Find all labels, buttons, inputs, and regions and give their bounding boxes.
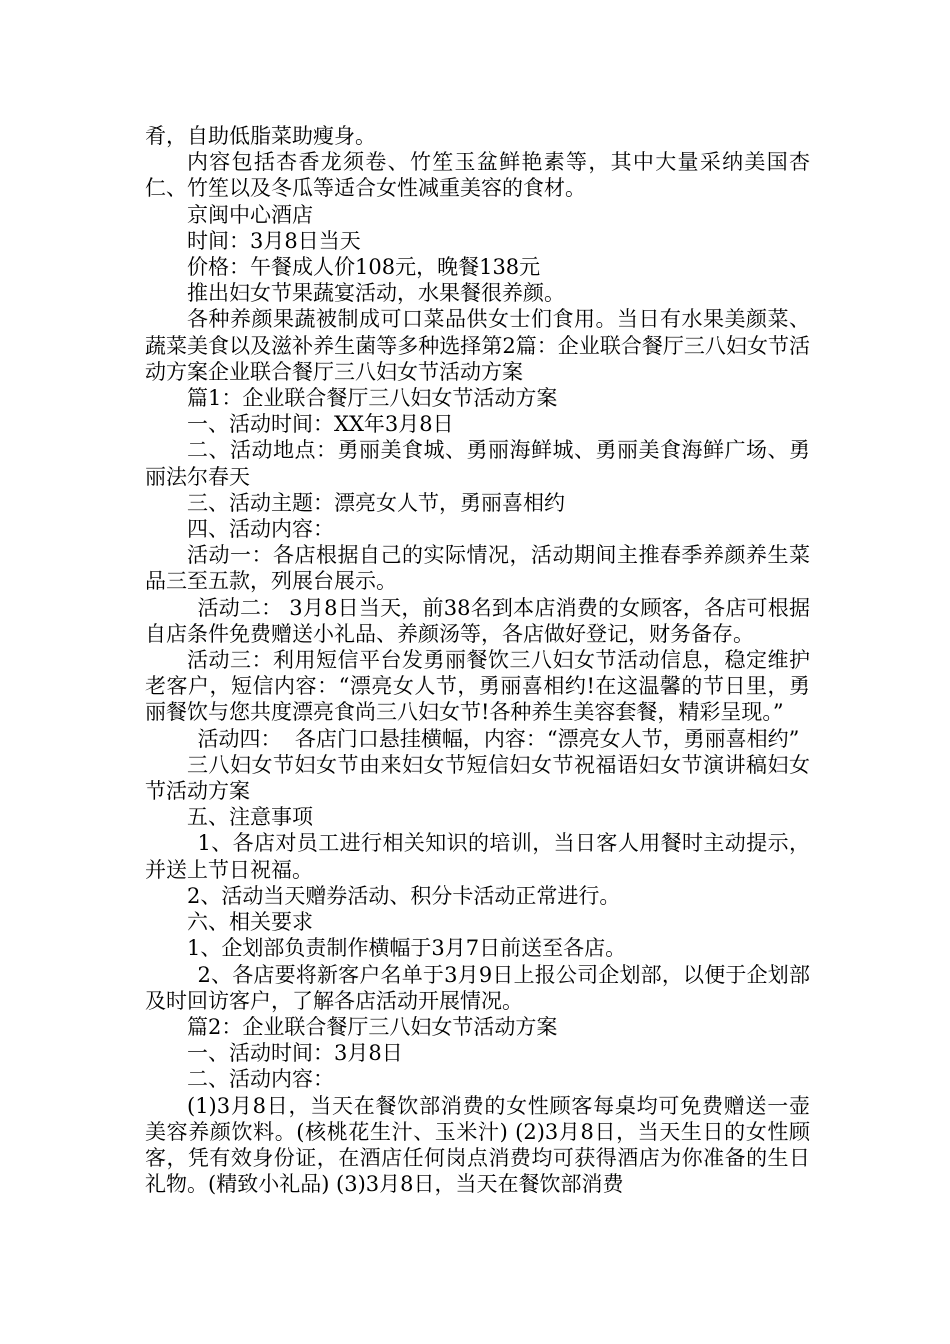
paragraph: 推出妇女节果蔬宴活动，水果餐很养颜。 xyxy=(187,281,565,306)
paragraph: 二、活动地点：勇丽美食城、勇丽海鲜城、勇丽美食海鲜广场、勇丽法尔春天 xyxy=(145,438,810,489)
paragraph: 价格：午餐成人价108元，晚餐138元 xyxy=(187,255,541,280)
paragraph: 五、注意事项 xyxy=(187,805,313,830)
paragraph: 1、企划部负责制作横幅于3月7日前送至各店。 xyxy=(187,936,627,961)
paragraph: 三、活动主题：漂亮女人节，勇丽喜相约 xyxy=(187,490,565,515)
section-heading: 篇1：企业联合餐厅三八妇女节活动方案 xyxy=(187,386,558,411)
section-heading: 篇2：企业联合餐厅三八妇女节活动方案 xyxy=(187,1014,558,1039)
paragraph: 2、各店要将新客户名单于3月9日上报公司企划部，以便于企划部及时回访客户，了解各店活动开展情况。 xyxy=(145,962,810,1013)
paragraph: 四、活动内容： xyxy=(187,517,334,542)
paragraph: (1)3月8日，当天在餐饮部消费的女性顾客每桌均可免费赠送一壶美容养颜饮料。(核桃花生汁、玉米汁) (2)3月8日，当天生日的女性顾客，凭有效身份证，在酒店任何岗点消费均可获得酒店为你准备的生日礼物。(精致小礼品) (3)3月8日，当天在餐饮部消费 xyxy=(145,1093,810,1197)
paragraph: 活动三：利用短信平台发勇丽餐饮三八妇女节活动信息，稳定维护老客户，短信内容：“漂亮女人节，勇丽喜相约!在这温馨的节日里，勇丽餐饮与您共度漂亮食尚三八妇女节!各种养生美容套餐，精彩呈现。” xyxy=(145,648,810,725)
hotel-name: 京闽中心酒店 xyxy=(187,202,313,227)
paragraph: 一、活动时间：3月8日 xyxy=(187,1041,403,1066)
paragraph: 六、相关要求 xyxy=(187,910,313,935)
paragraph-continuation: 肴，自助低脂菜助瘦身。 xyxy=(145,124,376,148)
paragraph: 2、活动当天赠券活动、积分卡活动正常进行。 xyxy=(187,883,621,908)
paragraph: 内容包括杏香龙须卷、竹笙玉盆鲜艳素等，其中大量采纳美国杏仁、竹笙以及冬瓜等适合女性减重美容的食材。 xyxy=(145,150,810,201)
document-body xyxy=(145,123,810,1197)
paragraph: 活动二： 3月8日当天，前38名到本店消费的女顾客，各店可根据自店条件免费赠送小礼品、养颜汤等，各店做好登记，财务备存。 xyxy=(145,595,810,646)
paragraph: 一、活动时间：XX年3月8日 xyxy=(187,412,454,437)
paragraph: 三八妇女节妇女节由来妇女节短信妇女节祝福语妇女节演讲稿妇女节活动方案 xyxy=(145,752,810,804)
paragraph: 1、各店对员工进行相关知识的培训，当日客人用餐时主动提示，并送上节日祝福。 xyxy=(145,831,810,882)
paragraph: 各种养颜果蔬被制成可口菜品供女士们食用。当日有水果美颜菜、蔬菜美食以及滋补养生菌等多种选择第2篇：企业联合餐厅三八妇女节活动方案企业联合餐厅三八妇女节活动方案 xyxy=(145,307,810,384)
paragraph: 活动四： 各店门口悬挂横幅，内容：“漂亮女人节，勇丽喜相约” xyxy=(197,726,800,751)
paragraph: 时间：3月8日当天 xyxy=(187,228,361,253)
paragraph: 活动一：各店根据自己的实际情况，活动期间主推春季养颜养生菜品三至五款，列展台展示。 xyxy=(145,543,810,594)
paragraph: 二、活动内容： xyxy=(187,1067,334,1092)
